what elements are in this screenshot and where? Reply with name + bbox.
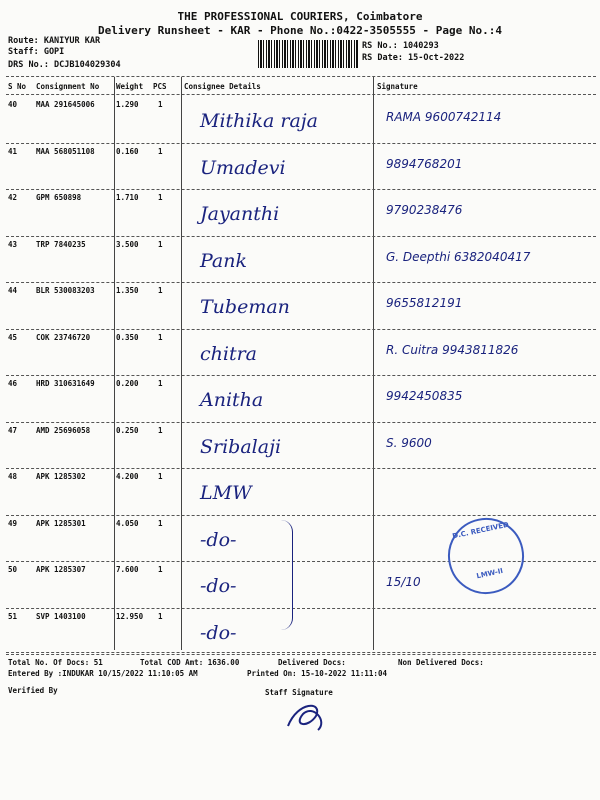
row-sno: 45 <box>8 332 18 342</box>
row-sno: 42 <box>8 193 18 202</box>
row-pcs: 1 <box>158 565 163 574</box>
total-cod: Total COD Amt: 1636.00 <box>140 658 240 667</box>
row-consignment: BLR 530083203 <box>36 286 95 295</box>
col-signature: Signature <box>377 82 418 91</box>
row-divider <box>6 236 596 237</box>
row-pcs: 1 <box>158 239 163 249</box>
row-signature-handwritten: 9655812191 <box>386 296 463 310</box>
row-divider <box>6 422 596 423</box>
row-consignment: TRP 7840235 <box>36 239 86 249</box>
row-consignee-handwritten: Tubeman <box>200 296 290 318</box>
row-divider <box>6 375 596 376</box>
printed-on: Printed On: 15-10-2022 11:11:04 <box>247 669 387 678</box>
row-weight: 12.950 <box>116 611 144 621</box>
row-signature-handwritten: S. 9600 <box>386 435 432 450</box>
row-consignee-handwritten: Sribalaji <box>200 435 282 458</box>
row-sno: 47 <box>8 425 18 435</box>
row-divider <box>6 329 596 330</box>
rs-number: RS No.: 1040293 <box>362 41 439 51</box>
stamp-text: D.C. RECEIVED <box>451 520 510 541</box>
row-consignment: MAA 291645006 <box>36 100 95 109</box>
row-weight: 7.600 <box>116 565 139 574</box>
row-divider <box>6 515 596 516</box>
row-consignment: APK 1285301 <box>36 518 86 528</box>
row-weight: 0.200 <box>116 379 139 388</box>
row-sno: 40 <box>8 100 18 109</box>
row-divider <box>6 189 596 190</box>
row-consignment: AMD 25696058 <box>36 425 91 435</box>
col-weight: Weight <box>116 82 144 91</box>
row-sno: 51 <box>8 611 18 621</box>
drs-number: DRS No.: DCJB104029304 <box>8 60 121 70</box>
row-divider <box>6 608 596 609</box>
row-signature-handwritten: 9894768201 <box>386 156 463 171</box>
row-weight: 0.250 <box>116 425 139 435</box>
row-consignment: SVP 1403100 <box>36 611 86 621</box>
row-divider <box>6 468 596 469</box>
row-signature-handwritten: RAMA 9600742114 <box>386 110 502 124</box>
staff-signature-scribble <box>278 696 338 736</box>
row-consignee-handwritten: -do- <box>200 621 237 644</box>
row-pcs: 1 <box>158 100 163 109</box>
route-label: Route: KANIYUR KAR <box>8 36 101 46</box>
rs-date: RS Date: 15-Oct-2022 <box>362 53 465 63</box>
ditto-bracket <box>278 520 293 630</box>
row-divider <box>6 143 596 144</box>
row-sno: 48 <box>8 472 18 481</box>
row-consignment: HRD 310631649 <box>36 379 95 388</box>
row-weight: 1.290 <box>116 100 139 109</box>
row-consignee-handwritten: Pank <box>200 249 248 272</box>
verified-by: Verified By <box>8 686 58 695</box>
row-sno: 46 <box>8 379 18 388</box>
row-consignment: APK 1285307 <box>36 565 86 574</box>
row-signature-handwritten: 15/10 <box>386 575 421 589</box>
row-pcs: 1 <box>158 146 163 156</box>
row-pcs: 1 <box>158 518 163 528</box>
col-consignment: Consignment No <box>36 82 100 91</box>
row-weight: 4.200 <box>116 472 139 481</box>
row-consignee-handwritten: -do- <box>200 528 237 551</box>
row-sno: 50 <box>8 565 18 574</box>
row-weight: 4.050 <box>116 518 139 528</box>
received-stamp <box>441 511 531 601</box>
row-consignee-handwritten: Umadevi <box>200 156 286 179</box>
row-consignment: APK 1285302 <box>36 472 86 481</box>
stamp-subtext: LMW-II <box>475 566 504 581</box>
delivered-docs: Delivered Docs: <box>278 658 346 667</box>
row-pcs: 1 <box>158 472 163 481</box>
row-sno: 49 <box>8 518 18 528</box>
col-sno: S No <box>8 82 27 91</box>
row-pcs: 1 <box>158 286 163 295</box>
row-sno: 43 <box>8 239 18 249</box>
staff-signature-label: Staff Signature <box>265 688 333 697</box>
row-divider <box>6 282 596 283</box>
row-consignee-handwritten: LMW <box>200 482 252 504</box>
row-pcs: 1 <box>158 332 163 342</box>
row-sno: 44 <box>8 286 18 295</box>
col-consignee: Consignee Details <box>184 82 261 91</box>
row-consignee-handwritten: Anitha <box>200 389 264 411</box>
row-consignment: MAA 568051108 <box>36 146 95 156</box>
row-weight: 3.500 <box>116 239 139 249</box>
row-consignment: COK 23746720 <box>36 332 91 342</box>
row-signature-handwritten: G. Deepthi 6382040417 <box>386 249 531 264</box>
row-weight: 1.350 <box>116 286 139 295</box>
row-weight: 0.160 <box>116 146 139 156</box>
row-signature-handwritten: R. Cuitra 9943811826 <box>386 342 519 357</box>
row-pcs: 1 <box>158 379 163 388</box>
row-consignee-handwritten: -do- <box>200 575 237 597</box>
non-delivered-docs: Non Delivered Docs: <box>398 658 484 667</box>
row-pcs: 1 <box>158 193 163 202</box>
row-sno: 41 <box>8 146 18 156</box>
staff-label: Staff: GOPI <box>8 47 65 57</box>
row-consignee-handwritten: chitra <box>200 342 257 365</box>
runsheet-subtitle: Delivery Runsheet - KAR - Phone No.:0422-3505555 - Page No.:4 <box>98 24 502 37</box>
row-weight: 0.350 <box>116 332 139 342</box>
row-consignee-handwritten: Jayanthi <box>200 203 280 225</box>
row-pcs: 1 <box>158 611 163 621</box>
row-divider <box>6 654 596 655</box>
row-consignee-handwritten: Mithika raja <box>200 110 318 132</box>
barcode <box>258 40 358 68</box>
row-weight: 1.710 <box>116 193 139 202</box>
row-signature-handwritten: 9942450835 <box>386 389 463 403</box>
row-pcs: 1 <box>158 425 163 435</box>
row-signature-handwritten: 9790238476 <box>386 203 463 217</box>
total-docs: Total No. Of Docs: 51 <box>8 658 103 667</box>
row-consignment: GPM 650898 <box>36 193 82 202</box>
company-title: THE PROFESSIONAL COURIERS, Coimbatore <box>177 10 423 23</box>
col-pcs: PCS <box>153 82 167 91</box>
entered-by: Entered By :INDUKAR 10/15/2022 11:10:05 AM <box>8 669 198 678</box>
